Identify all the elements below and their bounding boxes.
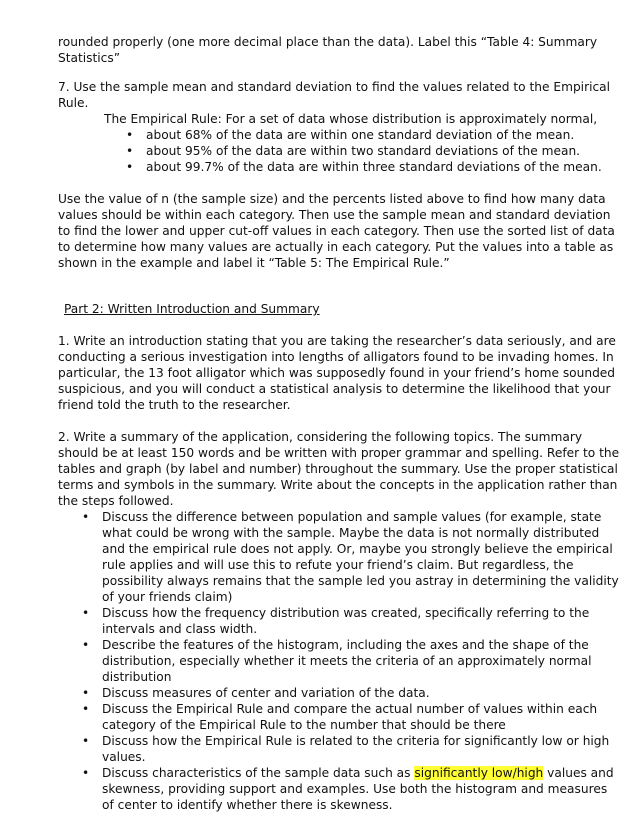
list-item: • Discuss how the frequency distribution was created, specifically referring to the intervals and class width. xyxy=(102,605,621,637)
spacer xyxy=(58,175,621,191)
list-item: • about 99.7% of the data are within three standard deviations of the mean. xyxy=(146,159,621,175)
part-2-item-1: 1. Write an introduction stating that you are taking the researcher’s data seriously, and are conducting a serious investigation into lengths of alligators found to be invading homes. In particular, the 13 foot alligator which was supposedly found in your friend’s home sounded suspicious, and you will conduct a statistical analysis to determine the likelihood that your friend told the truth to the researcher. xyxy=(58,334,616,412)
list-item: • Discuss the difference between population and sample values (for example, state what could be wrong with the sample. Maybe the data is not normally distributed and the empirical rule does not apply. Or, maybe you strongly believe the empirical rule applies and will use this to refute your friend’s claim. But regardless, the possibility always remains that the sample led you astray in determining the validity of your friends claim) xyxy=(102,509,621,605)
spacer xyxy=(58,317,621,333)
summary-topics-list xyxy=(58,509,621,813)
list-item: • Describe the features of the histogram, including the axes and the shape of the distribution, especially whether it meets the criteria of an approximately normal distribution xyxy=(102,637,621,685)
topic-text-after: values and skewness, providing support and examples. Use both the histogram and measures of center to identify whether there is skewness. xyxy=(102,766,614,812)
list-item: • about 95% of the data are within two standard deviations of the mean. xyxy=(146,143,621,159)
list-item: • Discuss how the Empirical Rule is related to the criteria for significantly low or high values. xyxy=(102,733,621,765)
topic-text-before: Discuss characteristics of the sample data such as xyxy=(102,766,415,780)
empirical-rule-instructions: Use the value of n (the sample size) and the percents listed above to find how many data values should be within each category. Then use the sample mean and standard deviation to find the lower and upper cut-off values in each category. Then use the sorted list of data to determine how many values are actually in each category. Put the values into a table as shown in the example and label it “Table 5: The Empirical Rule.” xyxy=(58,192,615,270)
paragraph-table4-label: rounded properly (one more decimal place than the data). Label this “Table 4: Summary Statistics” xyxy=(58,35,598,65)
item-7-instruction: 7. Use the sample mean and standard deviation to find the values related to the Empirical Rule. xyxy=(58,80,611,110)
spacer xyxy=(58,271,621,301)
empirical-rule-intro: The Empirical Rule: For a set of data whose distribution is approximately normal, xyxy=(104,112,598,126)
spacer xyxy=(58,413,621,429)
list-item: • Discuss the Empirical Rule and compare the actual number of values within each category of the Empirical Rule to the number that should be there xyxy=(102,701,621,733)
list-item-skewness xyxy=(102,765,621,813)
highlighted-text: significantly low/high xyxy=(414,766,544,780)
empirical-rule-list xyxy=(58,127,621,175)
list-item: • about 68% of the data are within one standard deviation of the mean. xyxy=(146,127,621,143)
list-item: • Discuss measures of center and variation of the data. xyxy=(102,685,621,701)
spacer xyxy=(58,66,621,79)
part-2-item-2: 2. Write a summary of the application, considering the following topics. The summary should be at least 150 words and be written with proper grammar and spelling. Refer to the tables and graph (by label and number) throughout the summary. Use the proper statistical terms and symbols in the summary. Write about the concepts in the application rather than the steps followed. xyxy=(58,430,620,508)
part-2-heading: Part 2: Written Introduction and Summary xyxy=(64,302,320,316)
